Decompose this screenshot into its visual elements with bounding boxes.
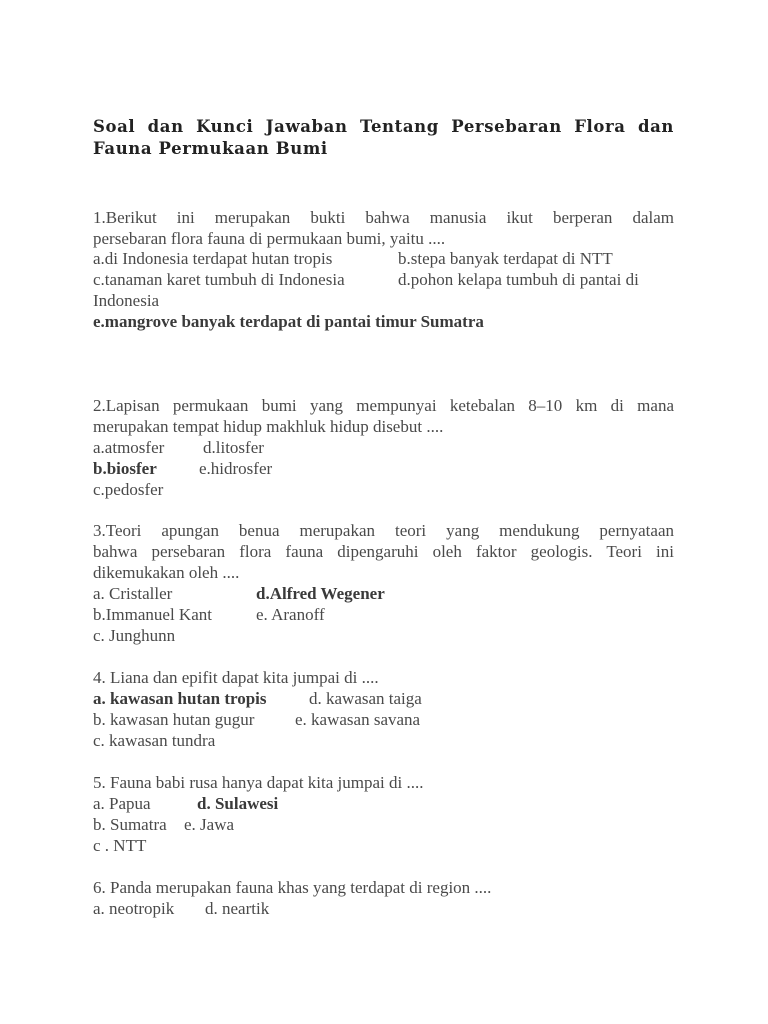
question-4: 4. Liana dan epifit dapat kita jumpai di .... bbox=[93, 668, 379, 687]
question-2-line2: merupakan tempat hidup makhluk hidup disebut .... bbox=[93, 417, 444, 436]
option-c: c.pedosfer bbox=[93, 480, 164, 499]
document-title: Soal dan Kunci Jawaban Tentang Persebaran Flora dan bbox=[93, 117, 674, 136]
q5-row-be bbox=[93, 814, 393, 836]
option-b: b.Immanuel Kant bbox=[93, 605, 212, 624]
option-b-answer: b.biosfer bbox=[93, 459, 157, 478]
q3-row-be bbox=[93, 604, 493, 626]
document-title-line2: Fauna Permukaan Bumi bbox=[93, 139, 328, 158]
option-c: c . NTT bbox=[93, 836, 147, 855]
option-e: e. Jawa bbox=[184, 815, 235, 834]
q1-row-cd bbox=[93, 269, 693, 291]
q2-row-be bbox=[93, 458, 393, 480]
option-d-cont: Indonesia bbox=[93, 291, 160, 310]
option-a: a. Cristaller bbox=[93, 584, 173, 603]
option-d-answer: d. Sulawesi bbox=[197, 794, 279, 813]
option-d: d. kawasan taiga bbox=[309, 689, 422, 708]
question-2: 2.Lapisan permukaan bumi yang mempunyai ketebalan 8–10 km di mana bbox=[93, 396, 674, 415]
question-3: 3.Teori apungan benua merupakan teori yang mendukung pernyataan bbox=[93, 521, 674, 540]
option-a-answer: a. kawasan hutan tropis bbox=[93, 689, 267, 708]
option-d: d.litosfer bbox=[203, 438, 264, 457]
question-1-line2: persebaran flora fauna di permukaan bumi, yaitu .... bbox=[93, 229, 446, 248]
q6-row-ad bbox=[93, 898, 393, 920]
option-e: e. Aranoff bbox=[256, 605, 325, 624]
option-a: a. Papua bbox=[93, 794, 151, 813]
option-a: a. neotropik bbox=[93, 899, 175, 918]
option-b: b. Sumatra bbox=[93, 815, 167, 834]
q5-row-ad bbox=[93, 793, 393, 815]
option-a: a.atmosfer bbox=[93, 438, 165, 457]
option-c: c. Junghunn bbox=[93, 626, 176, 645]
option-a: a.di Indonesia terdapat hutan tropis bbox=[93, 249, 333, 268]
q4-row-be bbox=[93, 709, 493, 731]
question-1: 1.Berikut ini merupakan bukti bahwa manusia ikut berperan dalam bbox=[93, 208, 674, 227]
q2-row-ad bbox=[93, 437, 393, 459]
option-b: b.stepa banyak terdapat di NTT bbox=[398, 249, 613, 268]
question-3-line2: bahwa persebaran flora fauna dipengaruhi oleh faktor geologis. Teori ini bbox=[93, 542, 674, 561]
option-d: d.pohon kelapa tumbuh di pantai di bbox=[398, 270, 639, 289]
q1-row-ab bbox=[93, 248, 693, 270]
question-6: 6. Panda merupakan fauna khas yang terdapat di region .... bbox=[93, 878, 492, 897]
q4-row-ad bbox=[93, 688, 493, 710]
option-e: e. kawasan savana bbox=[295, 710, 421, 729]
option-e: e.hidrosfer bbox=[199, 459, 273, 478]
question-3-line3: dikemukakan oleh .... bbox=[93, 563, 240, 582]
option-b: b. kawasan hutan gugur bbox=[93, 710, 255, 729]
option-c: c. kawasan tundra bbox=[93, 731, 216, 750]
option-c: c.tanaman karet tumbuh di Indonesia bbox=[93, 270, 345, 289]
q3-row-ad bbox=[93, 583, 493, 605]
question-5: 5. Fauna babi rusa hanya dapat kita jumpai di .... bbox=[93, 773, 424, 792]
option-d-answer: d.Alfred Wegener bbox=[256, 584, 385, 603]
option-e-answer: e.mangrove banyak terdapat di pantai timur Sumatra bbox=[93, 312, 484, 331]
option-d: d. neartik bbox=[205, 899, 270, 918]
